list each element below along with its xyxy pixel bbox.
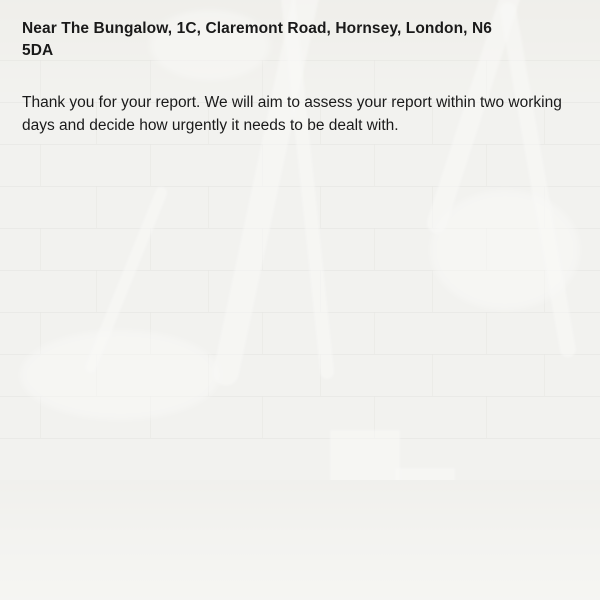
report-location-heading: Near The Bungalow, 1C, Claremont Road, Hornsey, London, N6 5DA xyxy=(22,20,492,60)
report-confirmation-message: Thank you for your report. We will aim to assess your report within two working days and decide how urgently it needs to be dealt with. xyxy=(22,93,562,135)
